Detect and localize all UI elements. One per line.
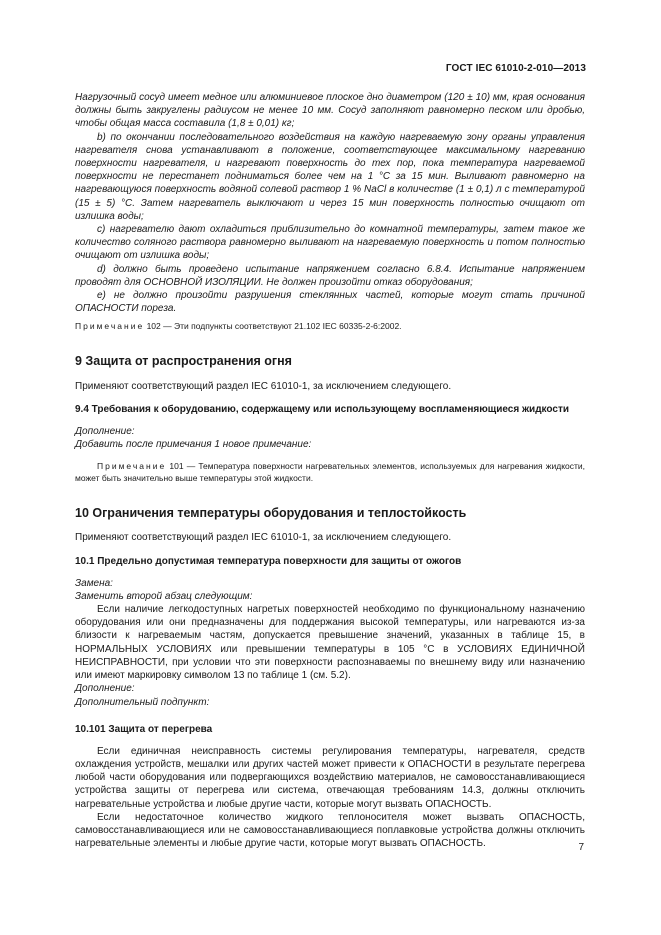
- document-code-header: ГОСТ IEC 61010-2-010—2013: [445, 63, 586, 74]
- section-10-text: Применяют соответствующий раздел IEC 61010-1, за исключением следующего.: [75, 532, 452, 544]
- section-10-101-paragraph-1: Если единичная неисправность системы регулирования температуры, нагревателя, средств охлаждения устройств, мешалки или других частей может привести к ОПАСНОСТИ в результате перегрева любой части оборудования или подвергающихся воздействию материалов, не самовосстанавливающиеся устройства защиты от перегрева или система, отвечающая требованиям 14.3, должны отключить нагревательные устройства и любые другие части, которые могут вызвать ОПАСНОСТЬ.: [75, 745, 585, 810]
- note-text: 101 — Температура поверхности нагревательных элементов, используемых для нагревания жидкости, может быть значительно выше температуры этой жидкости.: [75, 461, 585, 484]
- section-10-1-replace-label: Замена:: [75, 577, 113, 589]
- section-9-4-title: 9.4 Требования к оборудованию, содержащему или использующему воспламеняющиеся жидкости: [75, 403, 570, 415]
- section-10-101-paragraph-2: Если недостаточное количество жидкого теплоносителя может вызвать ОПАСНОСТЬ, самовосстанавливающиеся или не самовосстанавливающиеся поплавковые устройства должны отключить нагревательные элементы и любые другие части, которые могут вызвать ОПАСНОСТЬ.: [75, 811, 585, 850]
- section-9-title: 9 Защита от распространения огня: [75, 354, 292, 369]
- note-text: 102 — Эти подпункты соответствуют 21.102 IEC 60335-2-6:2002.: [146, 321, 402, 332]
- section-10-101-title: 10.101 Защита от перегрева: [75, 723, 213, 735]
- paragraph-load-vessel: Нагрузочный сосуд имеет медное или алюминиевое плоское дно диаметром (120 ± 10) мм, края основания должны быть закруглены радиусом не менее 10 мм. Сосуд заполняют равномерно песком или дробью, чтобы общая масса составила (1,8 ± 0,01) кг;: [75, 92, 585, 130]
- note-101: [75, 460, 585, 484]
- page-number: 7: [578, 842, 584, 853]
- section-10-1-addition-label: Дополнение:: [75, 683, 135, 695]
- note-102: [75, 320, 585, 332]
- note-label: Примечание: [75, 321, 145, 332]
- section-10-1-title: 10.1 Предельно допустимая температура поверхности для защиты от ожогов: [75, 555, 462, 567]
- section-10-1-replace-text: Заменить второй абзац следующим:: [75, 590, 253, 602]
- page-content: [75, 91, 585, 850]
- note-label: Примечание: [97, 461, 167, 472]
- section-9-4-addition-label: Дополнение:: [75, 425, 135, 437]
- paragraph-item-e: е) не должно произойти разрушения стеклянных частей, которые могут стать причиной ОПАСНОСТИ пореза.: [75, 290, 585, 315]
- paragraph-item-b: b) по окончании последовательного воздействия на каждую нагреваемую зону органы управления нагревателя снова устанавливают в положение, соответствующее максимальному нагреванию поверхности нагревателя, и нагревают поверхность до тех пор, пока температура нагреваемой поверхности не перестанет подниматься более чем на 1 °С за 15 мин. Выливают равномерно на нагревающуюся поверхность водяной солевой раствор 1 % NaCl в количестве (1 ± 0,1) л с температурой (15 ± 5) °С. Затем нагреватель выключают и через 15 мин поверхность полностью очищают от излишка воды;: [75, 131, 585, 222]
- paragraph-item-c: с) нагревателю дают охладиться приблизительно до комнатной температуры, затем такое же количество соляного раствора равномерно выливают на нагреваемую поверхность и потом полностью очищают от излишка воды;: [75, 224, 585, 262]
- section-10-title: 10 Ограничения температуры оборудования и теплостойкость: [75, 506, 467, 521]
- paragraph-item-d: d) должно быть проведено испытание напряжением согласно 6.8.4. Испытание напряжением проводят для ОСНОВНОЙ ИЗОЛЯЦИИ. Не должен произойти отказ оборудования;: [75, 263, 585, 288]
- section-9-text: Применяют соответствующий раздел IEC 61010-1, за исключением следующего.: [75, 380, 452, 392]
- section-10-1-addition-text: Дополнительный подпункт:: [75, 696, 210, 708]
- section-10-1-paragraph: Если наличие легкодоступных нагретых поверхностей необходимо по функциональному назначению оборудования или они предназначены для поддержания высокой температуры, или нагреваются из-за близости к нагреваемым частям, допускается превышение значений, указанных в таблице 15, в НОРМАЛЬНЫХ УСЛОВИЯХ или превышении температуры в 105 °С в УСЛОВИЯХ ЕДИНИЧНОЙ НЕИСПРАВНОСТИ, при условии что эти поверхности распознаваемы по внешнему виду или назначению или имеют маркировку символом 13 по таблице 1 (см. 5.2).: [75, 604, 585, 682]
- section-9-4-addition-text: Добавить после примечания 1 новое примечание:: [75, 439, 312, 451]
